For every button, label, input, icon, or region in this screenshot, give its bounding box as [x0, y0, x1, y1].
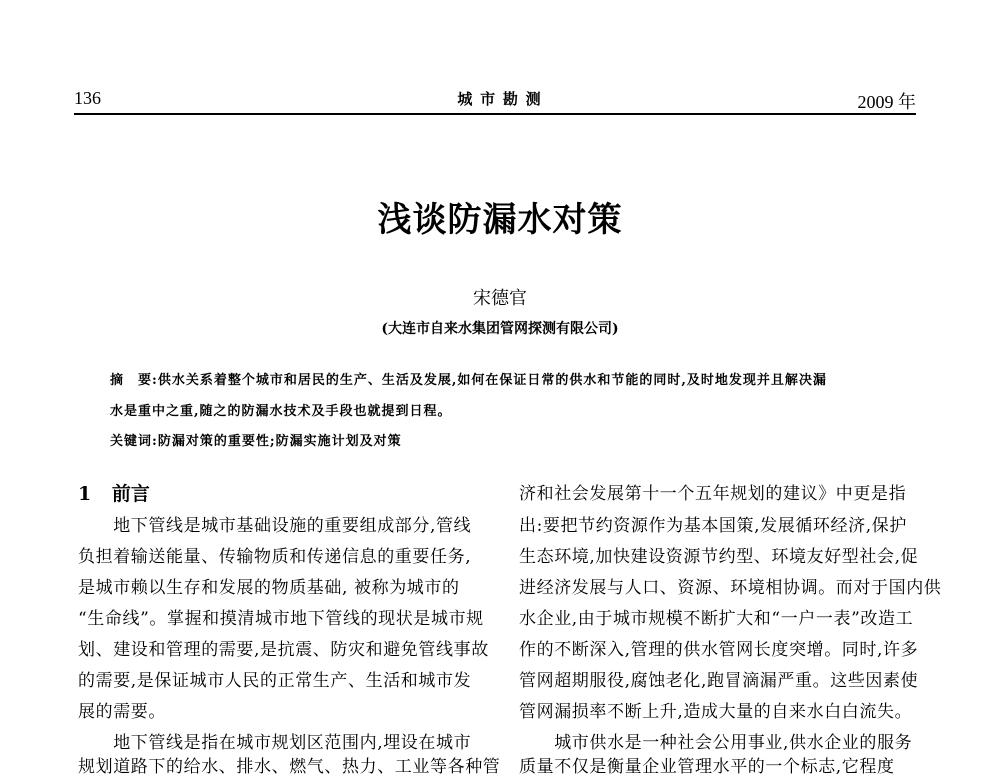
keywords-text: 防漏对策的重要性;防漏实施计划及对策 [157, 434, 402, 449]
article-title: 浅谈防漏水对策 [377, 200, 623, 240]
left-line-8: 地下管线是指在城市规划区范围内,埋设在城市 [78, 733, 472, 753]
keywords-label: 关键词: [110, 434, 158, 449]
abstract-line-2: 水是重中之重,随之的防漏水技术及手段也就提到日程。 [110, 404, 452, 419]
right-line-4: 进经济发展与人口、资源、环境相协调。而对于国内供 [519, 578, 942, 598]
section-heading [78, 479, 150, 506]
right-line-9: 城市供水是一种社会公用事业,供水企业的服务 [519, 733, 913, 753]
left-line-4: “生命线”。掌握和摸清城市地下管线的现状是城市规 [78, 609, 484, 629]
author-name: 宋德官 [473, 288, 527, 309]
right-line-10: 质量不仅是衡量企业管理水平的一个标志,它程度 [519, 757, 895, 777]
abstract-line-1 [110, 369, 827, 388]
left-line-9: 规划道路下的给水、排水、燃气、热力、工业等各种管 [78, 757, 501, 777]
right-line-8: 管网漏损率不断上升,造成大量的自来水白白流失。 [519, 702, 913, 722]
left-line-2: 负担着输送能量、传输物质和传递信息的重要任务, [78, 547, 472, 567]
header-rule [74, 113, 916, 115]
right-line-6: 作的不断深入,管理的供水管网长度突增。同时,许多 [519, 640, 919, 660]
page-number: 136 [74, 88, 101, 108]
left-line-5: 划、建设和管理的需要,是抗震、防灾和避免管线事故 [78, 640, 489, 660]
keywords-line [110, 430, 402, 449]
abstract-label: 摘 要: [110, 373, 158, 388]
right-line-5: 水企业,由于城市规模不断扩大和“一户一表”改造工 [519, 609, 914, 629]
right-line-7: 管网超期服役,腐蚀老化,跑冒滴漏严重。这些因素使 [519, 671, 919, 691]
author-affiliation: (大连市自来水集团管网探测有限公司) [381, 321, 619, 337]
right-line-2: 出:要把节约资源作为基本国策,发展循环经济,保护 [519, 516, 907, 536]
right-line-1: 济和社会发展第十一个五年规划的建议》中更是指 [519, 484, 907, 504]
left-line-3: 是城市赖以生存和发展的物质基础, 被称为城市的 [78, 578, 460, 598]
left-line-7: 展的需要。 [78, 702, 166, 722]
left-line-6: 的需要,是保证城市人民的正常生产、生活和城市发 [78, 671, 472, 691]
left-line-1: 地下管线是城市基础设施的重要组成部分,管线 [78, 516, 472, 536]
right-line-3: 生态环境,加快建设资源节约型、环境友好型社会,促 [519, 547, 919, 567]
journal-year: 2009 年 [857, 92, 916, 112]
section-title: 前言 [111, 483, 150, 505]
journal-name: 城 市 勘 测 [457, 92, 543, 108]
section-number: 1 [78, 483, 92, 505]
abstract-text-1: 供水关系着整个城市和居民的生产、生活及发展,如何在保证日常的供水和节能的同时,及时地发现并且解决漏 [157, 373, 827, 388]
